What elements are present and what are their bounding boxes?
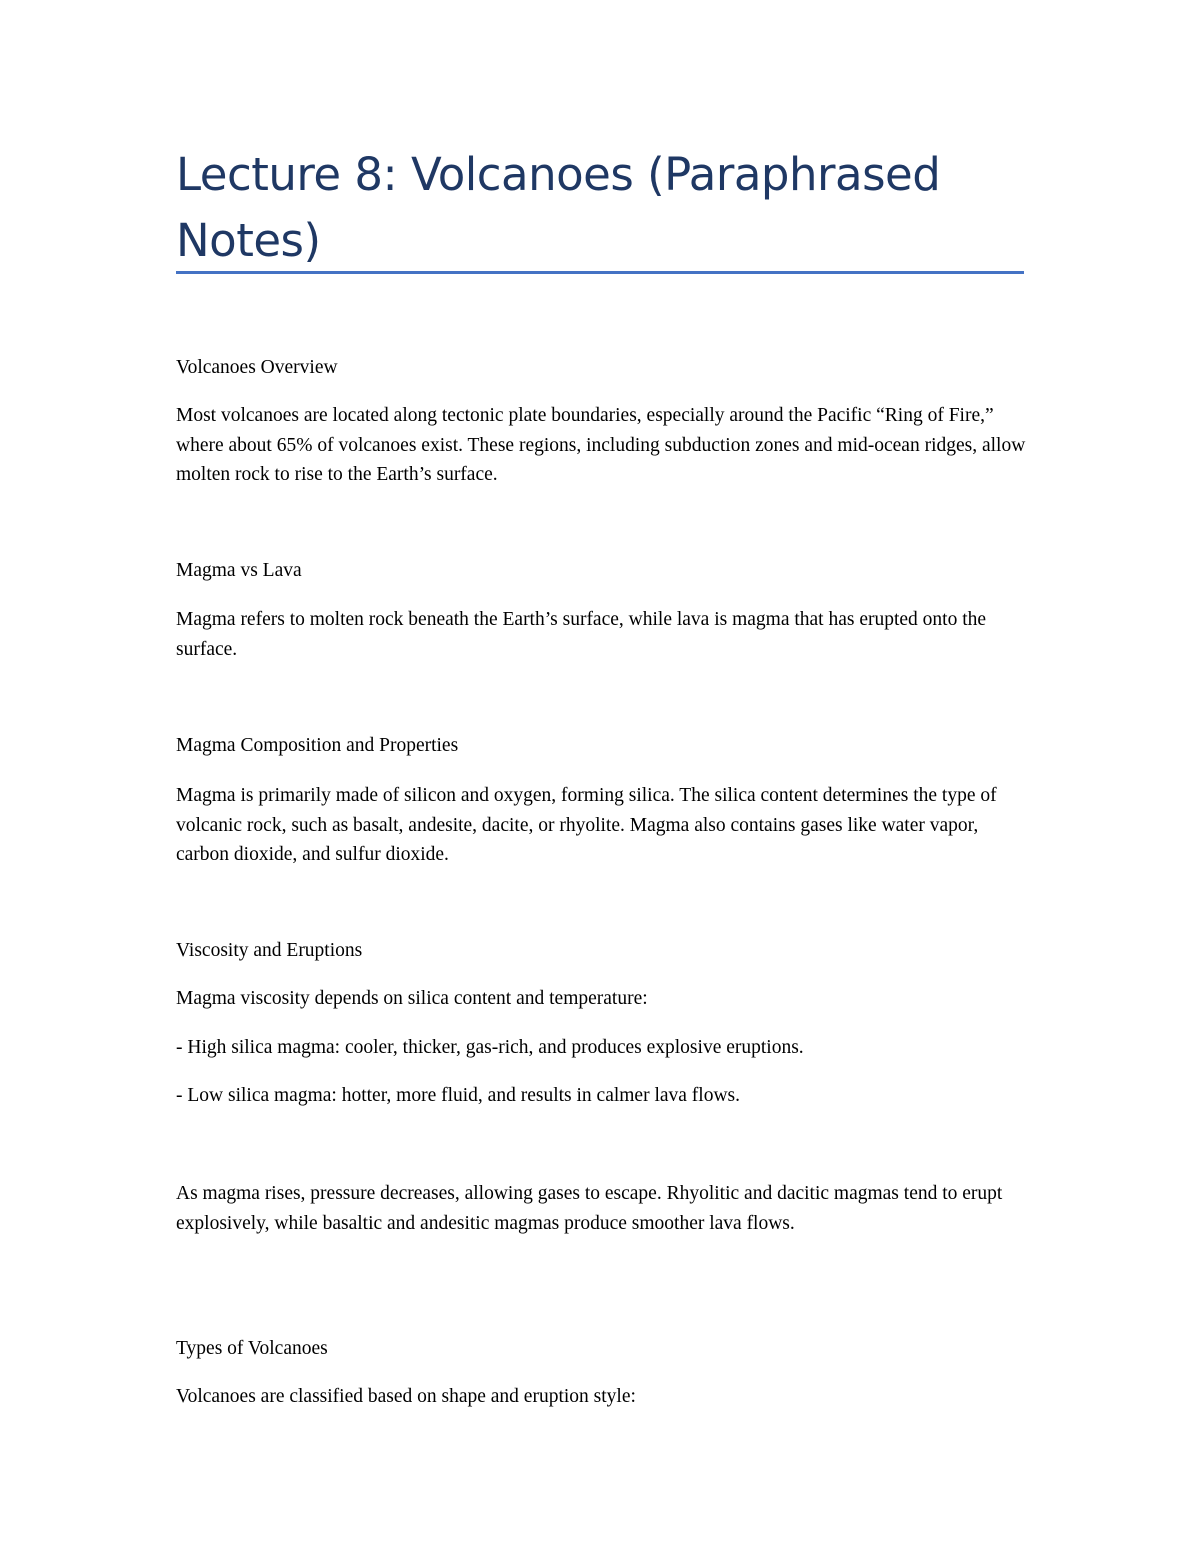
list-item-low-silica: - Low silica magma: hotter, more fluid, and results in calmer lava flows.: [176, 1085, 741, 1106]
paragraph-magma-composition: Magma is primarily made of silicon and oxygen, forming silica. The silica content determines the type of volcanic rock, such as basalt, andesite, dacite, or rhyolite. Magma also contains gases like water vapor, carbon dioxide, and sulfur dioxide.: [176, 785, 997, 865]
paragraph-magma-vs-lava: Magma refers to molten rock beneath the Earth’s surface, while lava is magma that has erupted onto the surface.: [176, 609, 987, 660]
document-title: Lecture 8: Volcanoes (Paraphrased Notes): [176, 148, 941, 267]
section-heading-magma-vs-lava: Magma vs Lava: [176, 560, 302, 581]
section-heading-types-of-volcanoes: Types of Volcanoes: [176, 1338, 328, 1359]
section-heading-viscosity: Viscosity and Eruptions: [176, 940, 363, 961]
paragraph-types-of-volcanoes: Volcanoes are classified based on shape and eruption style:: [176, 1386, 636, 1407]
section-heading-volcanoes-overview: Volcanoes Overview: [176, 357, 338, 378]
paragraph-viscosity-intro: Magma viscosity depends on silica content and temperature:: [176, 988, 648, 1009]
paragraph-volcanoes-overview: Most volcanoes are located along tectonic plate boundaries, especially around the Pacific “Ring of Fire,” where about 65% of volcanoes exist. These regions, including subduction zones and mid-ocean ridges, allow molten rock to rise to the Earth’s surface.: [176, 405, 1026, 485]
section-heading-magma-composition: Magma Composition and Properties: [176, 735, 459, 756]
paragraph-magma-rises: As magma rises, pressure decreases, allowing gases to escape. Rhyolitic and dacitic magmas tend to erupt explosively, while basaltic and andesitic magmas produce smoother lava flows.: [176, 1183, 1003, 1234]
list-item-high-silica: - High silica magma: cooler, thicker, gas-rich, and produces explosive eruptions.: [176, 1037, 804, 1058]
title-underline: [176, 271, 1024, 274]
